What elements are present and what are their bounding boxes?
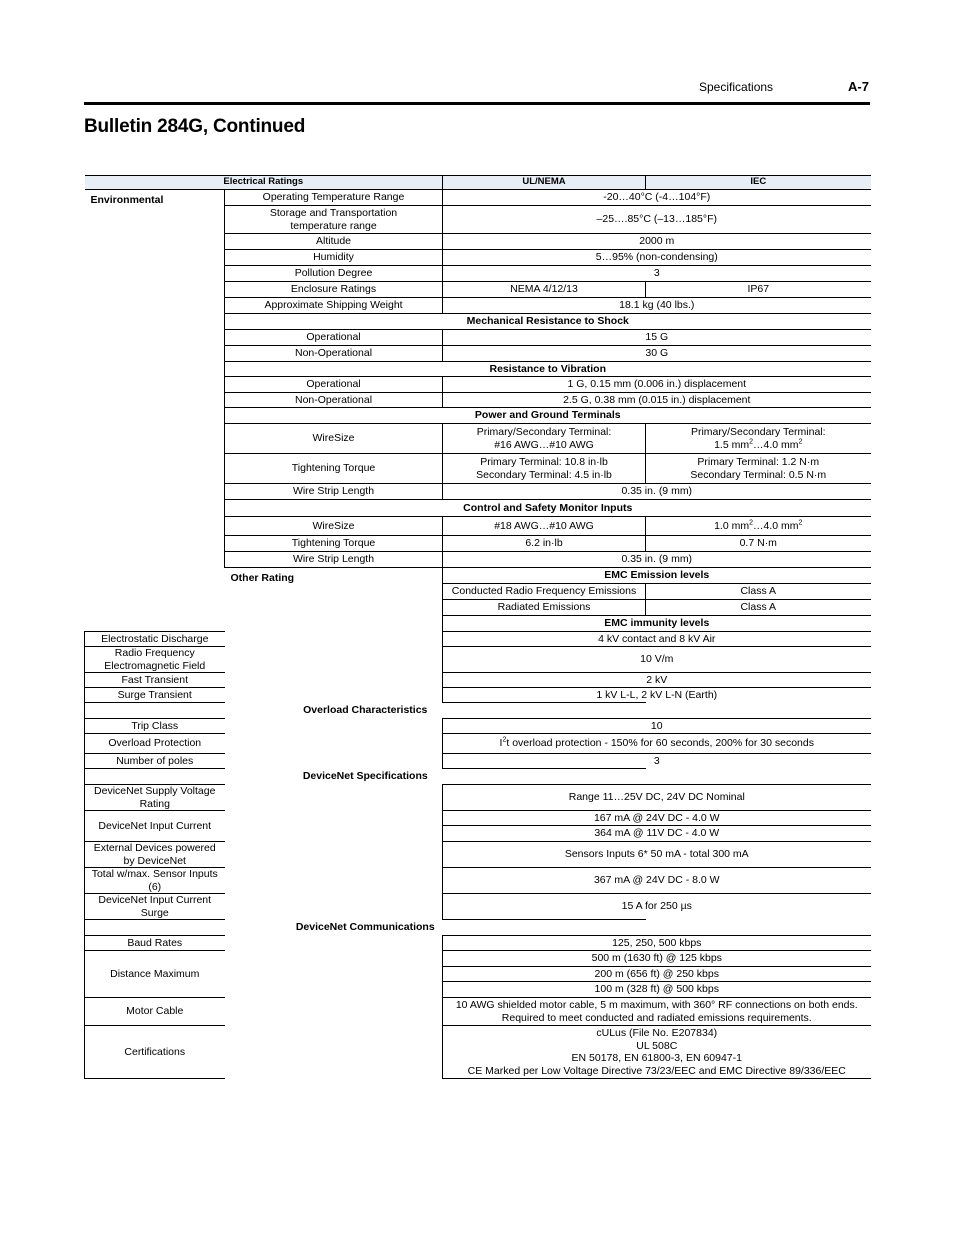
row-label: Altitude xyxy=(225,234,443,250)
column-header-electrical-ratings: Electrical Ratings xyxy=(85,176,443,190)
row-label: Wire Strip Length xyxy=(225,484,443,500)
subheading-power-terminals: Power and Ground Terminals xyxy=(225,408,871,424)
value-part: t overload protection - 150% for 60 seconds, 200% for 30 seconds xyxy=(506,737,814,750)
subheading-vibration: Resistance to Vibration xyxy=(225,362,871,377)
row-label-line: Storage and Transportation xyxy=(269,207,398,219)
row-value: 5…95% (non-condensing) xyxy=(443,250,871,266)
row-label: Operational xyxy=(225,330,443,346)
row-value: 100 m (328 ft) @ 500 kbps xyxy=(443,982,871,998)
row-value: 125, 250, 500 kbps xyxy=(443,936,871,951)
row-value: 10 xyxy=(443,719,871,734)
row-label: Surge Transient xyxy=(85,688,225,703)
category-environmental: Environmental xyxy=(85,190,225,632)
row-value-ul: 6.2 in·lb xyxy=(443,536,646,552)
value-part: …4.0 mm xyxy=(753,519,799,532)
row-value-iec xyxy=(646,517,871,536)
row-value: 2 kV xyxy=(443,673,871,688)
row-value: Range 11…25V DC, 24V DC Nominal xyxy=(443,785,871,811)
row-value-ul xyxy=(443,454,646,484)
row-label: Enclosure Ratings xyxy=(225,282,443,298)
row-value-ul xyxy=(443,424,646,454)
row-value: 2000 m xyxy=(443,234,871,250)
table-row xyxy=(85,719,871,734)
row-value xyxy=(443,734,871,754)
row-label: Electrostatic Discharge xyxy=(85,632,225,647)
subheading-overload: Overload Characteristics xyxy=(85,703,646,719)
value-part: I xyxy=(499,737,503,750)
row-value: -20…40°C (-4…104°F) xyxy=(443,190,871,206)
row-value: 200 m (656 ft) @ 250 kbps xyxy=(443,967,871,982)
row-value-iec: 0.7 N·m xyxy=(646,536,871,552)
table-row xyxy=(85,754,871,769)
row-label: Conducted Radio Frequency Emissions xyxy=(443,584,646,600)
row-label-line: temperature range xyxy=(290,219,377,232)
row-value: 3 xyxy=(443,754,871,769)
value-part: …4.0 mm xyxy=(753,438,799,451)
row-value-ul: NEMA 4/12/13 xyxy=(443,282,646,298)
header-rule xyxy=(84,102,870,105)
value-line: CE Marked per Low Voltage Directive 73/23/EEC and EMC Directive 89/336/EEC xyxy=(467,1064,846,1077)
row-label: Fast Transient xyxy=(85,673,225,688)
table-row xyxy=(85,936,871,951)
table-row xyxy=(85,811,871,826)
row-value: 15 A for 250 µs xyxy=(443,894,871,920)
subheading-emc-immunity: EMC immunity levels xyxy=(443,616,871,632)
row-label: Non-Operational xyxy=(225,346,443,362)
value-line: Required to meet conducted and radiated emissions requirements. xyxy=(501,1011,812,1024)
table-row xyxy=(85,842,871,868)
row-value: Sensors Inputs 6* 50 mA - total 300 mA xyxy=(443,842,871,868)
value-line: Primary/Secondary Terminal: xyxy=(690,426,826,438)
column-header-iec: IEC xyxy=(646,176,871,190)
row-label: Wire Strip Length xyxy=(225,552,443,568)
row-label: Baud Rates xyxy=(85,936,225,951)
running-header-section: Specifications xyxy=(699,80,774,94)
subheading-row xyxy=(85,920,871,936)
row-label: WireSize xyxy=(225,424,443,454)
row-label xyxy=(225,206,443,234)
row-label: Approximate Shipping Weight xyxy=(225,298,443,314)
row-value: 167 mA @ 24V DC - 4.0 W xyxy=(443,811,871,826)
value-line: Secondary Terminal: 0.5 N·m xyxy=(690,468,827,481)
superscript: 2 xyxy=(502,736,507,744)
row-label: Operational xyxy=(225,377,443,393)
table-row xyxy=(85,734,871,754)
subheading-control-inputs: Control and Safety Monitor Inputs xyxy=(225,500,871,517)
row-value: Class A xyxy=(646,600,871,616)
value-line: Secondary Terminal: 4.5 in·lb xyxy=(476,468,612,481)
table-row xyxy=(85,894,871,920)
table-row xyxy=(85,688,871,703)
superscript: 2 xyxy=(749,438,754,445)
row-label: DeviceNet Supply Voltage Rating xyxy=(85,785,225,811)
row-value: –25….85°C (–13…185°F) xyxy=(443,206,871,234)
subheading-row xyxy=(85,769,871,785)
table-row xyxy=(85,785,871,811)
value-line: UL 508C xyxy=(636,1039,678,1052)
row-label: WireSize xyxy=(225,517,443,536)
row-label: Tightening Torque xyxy=(225,536,443,552)
value-line: 10 AWG shielded motor cable, 5 m maximum, with 360° RF connections on both ends. xyxy=(455,999,858,1011)
superscript: 2 xyxy=(798,519,803,527)
row-value xyxy=(443,998,871,1026)
value-line: #16 AWG…#10 AWG xyxy=(494,438,594,451)
table-row xyxy=(85,868,871,894)
row-label: Humidity xyxy=(225,250,443,266)
table-row xyxy=(85,951,871,967)
value-line: EN 50178, EN 61800-3, EN 60947-1 xyxy=(571,1052,742,1064)
row-value: 367 mA @ 24V DC - 8.0 W xyxy=(443,868,871,894)
subheading-row xyxy=(85,703,871,719)
subheading-devicenet-comms: DeviceNet Communications xyxy=(85,920,646,936)
subheading-emc-emission: EMC Emission levels xyxy=(443,568,871,584)
row-value: 15 G xyxy=(443,330,871,346)
subheading-devicenet-specs: DeviceNet Specifications xyxy=(85,769,646,785)
row-label: Pollution Degree xyxy=(225,266,443,282)
row-value-iec xyxy=(646,424,871,454)
table-row xyxy=(85,632,871,647)
row-label: Overload Protection xyxy=(85,734,225,754)
row-value-ul: #18 AWG…#10 AWG xyxy=(443,517,646,536)
value-line: Primary Terminal: 1.2 N·m xyxy=(697,456,820,468)
row-label: Total w/max. Sensor Inputs (6) xyxy=(85,868,225,894)
table-row xyxy=(85,998,871,1026)
row-label: Distance Maximum xyxy=(85,951,225,998)
table-row xyxy=(85,190,871,206)
row-value: Class A xyxy=(646,584,871,600)
row-value: 1 kV L-L, 2 kV L-N (Earth) xyxy=(443,688,871,703)
table-row xyxy=(85,647,871,673)
subheading-shock: Mechanical Resistance to Shock xyxy=(225,314,871,330)
row-label: Tightening Torque xyxy=(225,454,443,484)
row-value-iec: IP67 xyxy=(646,282,871,298)
row-value: 1 G, 0.15 mm (0.006 in.) displacement xyxy=(443,377,871,393)
row-label: Trip Class xyxy=(85,719,225,734)
row-label: Motor Cable xyxy=(85,998,225,1026)
row-label: DeviceNet Input Current Surge xyxy=(85,894,225,920)
superscript: 2 xyxy=(798,438,803,445)
category-other-rating: Other Rating xyxy=(225,568,443,1079)
value-line: cULus (File No. E207834) xyxy=(596,1027,718,1039)
row-value: 10 V/m xyxy=(443,647,871,673)
value-part: 1.5 mm xyxy=(714,438,750,451)
row-label: External Devices powered by DeviceNet xyxy=(85,842,225,868)
row-label: Certifications xyxy=(85,1026,225,1079)
table-header-row xyxy=(85,176,871,190)
row-value: 0.35 in. (9 mm) xyxy=(443,552,871,568)
column-header-ul-nema: UL/NEMA xyxy=(443,176,646,190)
row-value: 0.35 in. (9 mm) xyxy=(443,484,871,500)
row-value: 2.5 G, 0.38 mm (0.015 in.) displacement xyxy=(443,393,871,408)
row-label: Operating Temperature Range xyxy=(225,190,443,206)
table-row xyxy=(85,1026,871,1079)
table-row xyxy=(85,673,871,688)
value-line: Primary/Secondary Terminal: xyxy=(476,426,612,438)
row-label: Number of poles xyxy=(85,754,225,769)
row-label: Radio Frequency Electromagnetic Field xyxy=(85,647,225,673)
row-label: DeviceNet Input Current xyxy=(85,811,225,842)
row-value: 364 mA @ 11V DC - 4.0 W xyxy=(443,826,871,842)
row-value: 500 m (1630 ft) @ 125 kbps xyxy=(443,951,871,967)
superscript: 2 xyxy=(749,519,754,527)
page-number: A-7 xyxy=(848,79,869,94)
row-label: Non-Operational xyxy=(225,393,443,408)
row-value xyxy=(443,1026,871,1079)
page-title: Bulletin 284G, Continued xyxy=(84,116,306,137)
value-part: 1.0 mm xyxy=(714,519,750,532)
row-value: 30 G xyxy=(443,346,871,362)
specifications-table xyxy=(84,175,871,1079)
value-line: Primary Terminal: 10.8 in·lb xyxy=(480,456,608,468)
row-value-iec xyxy=(646,454,871,484)
row-label: Radiated Emissions xyxy=(443,600,646,616)
row-value: 4 kV contact and 8 kV Air xyxy=(443,632,871,647)
row-value: 18.1 kg (40 lbs.) xyxy=(443,298,871,314)
row-value: 3 xyxy=(443,266,871,282)
